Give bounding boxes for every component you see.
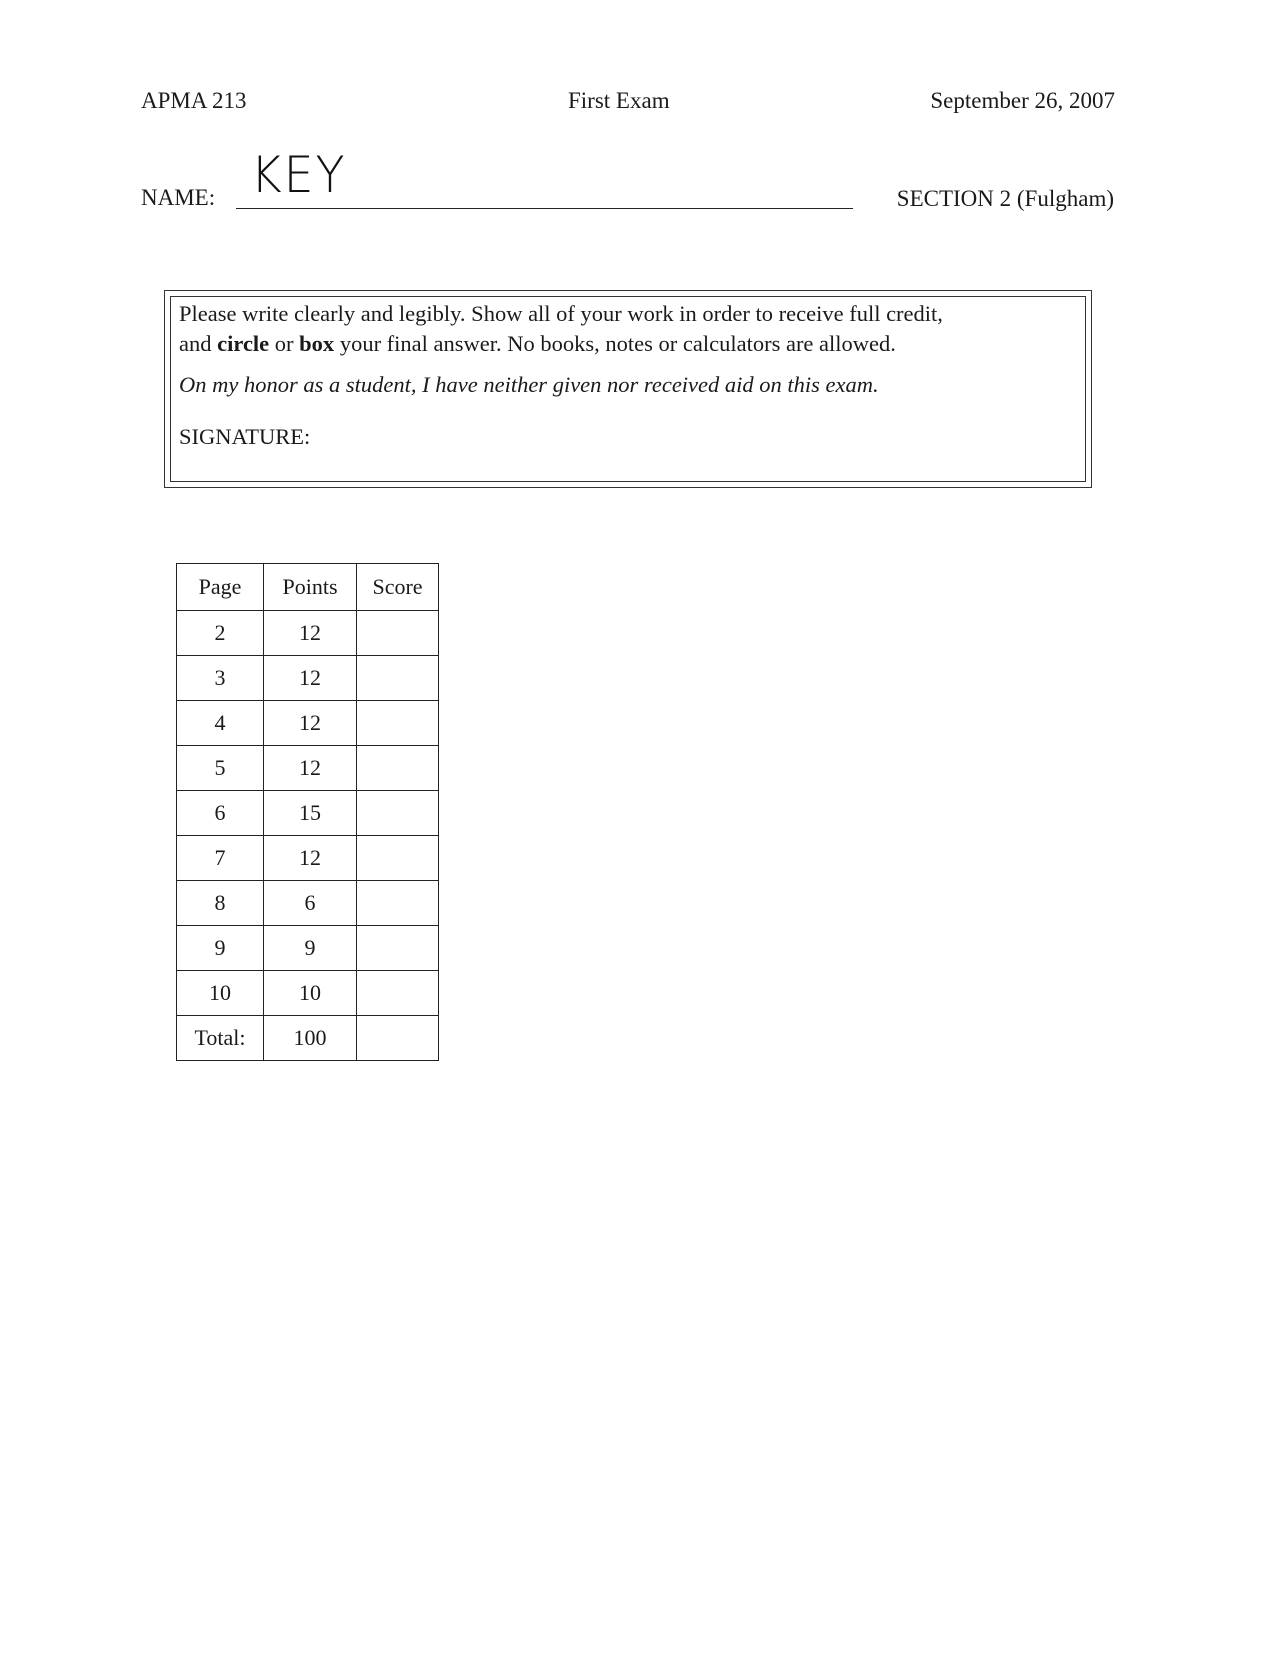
table-row	[177, 971, 439, 1016]
instructions-box	[164, 290, 1092, 488]
page-cell: 10	[177, 971, 264, 1016]
points-cell: 12	[264, 746, 357, 791]
page-cell: 2	[177, 611, 264, 656]
signature-label: SIGNATURE:	[179, 424, 311, 449]
honor-pledge: On my honor as a student, I have neither given nor received aid on this exam.	[179, 372, 879, 397]
section-label: SECTION 2 (Fulgham)	[896, 186, 1114, 211]
name-field-line[interactable]	[236, 208, 853, 209]
table-row	[177, 926, 439, 971]
name-label: NAME:	[141, 185, 216, 210]
column-header: Points	[264, 564, 357, 611]
score-cell[interactable]	[357, 701, 439, 746]
points-cell: 10	[264, 971, 357, 1016]
name-handwritten: KEY	[250, 146, 347, 204]
emphasis-circle: circle	[217, 331, 270, 356]
score-table	[176, 563, 439, 1061]
score-cell[interactable]	[357, 971, 439, 1016]
score-cell[interactable]	[357, 656, 439, 701]
page-cell: 7	[177, 836, 264, 881]
points-cell: 12	[264, 611, 357, 656]
page-cell: 6	[177, 791, 264, 836]
score-cell[interactable]	[357, 1016, 439, 1061]
points-cell: 9	[264, 926, 357, 971]
table-row	[177, 746, 439, 791]
page-cell: 3	[177, 656, 264, 701]
table-row	[177, 701, 439, 746]
table-header-row	[177, 564, 439, 611]
table-row	[177, 1016, 439, 1061]
emphasis-box: box	[299, 331, 335, 356]
page-cell: 4	[177, 701, 264, 746]
table-row	[177, 836, 439, 881]
points-cell: 12	[264, 836, 357, 881]
score-cell[interactable]	[357, 881, 439, 926]
points-cell: 12	[264, 701, 357, 746]
table-row	[177, 656, 439, 701]
score-cell[interactable]	[357, 791, 439, 836]
points-cell: 6	[264, 881, 357, 926]
page-cell: 5	[177, 746, 264, 791]
points-cell: 100	[264, 1016, 357, 1061]
instructions-line-1: Please write clearly and legibly. Show all of your work in order to receive full credit,	[179, 301, 943, 326]
exam-date: September 26, 2007	[930, 88, 1115, 113]
text: and	[179, 331, 218, 356]
column-header: Page	[177, 564, 264, 611]
text: or	[269, 331, 300, 356]
table-row	[177, 881, 439, 926]
page-cell: 8	[177, 881, 264, 926]
score-cell[interactable]	[357, 746, 439, 791]
points-cell: 15	[264, 791, 357, 836]
table-row	[177, 791, 439, 836]
table-row	[177, 611, 439, 656]
text: your final answer. No books, notes or calculators are allowed.	[334, 331, 896, 356]
score-cell[interactable]	[357, 926, 439, 971]
page-cell: 9	[177, 926, 264, 971]
score-cell[interactable]	[357, 611, 439, 656]
points-cell: 12	[264, 656, 357, 701]
instructions-line-2	[179, 331, 896, 357]
exam-title: First Exam	[568, 88, 670, 113]
score-cell[interactable]	[357, 836, 439, 881]
page-cell: Total:	[177, 1016, 264, 1061]
column-header: Score	[357, 564, 439, 611]
course-code: APMA 213	[141, 88, 247, 113]
